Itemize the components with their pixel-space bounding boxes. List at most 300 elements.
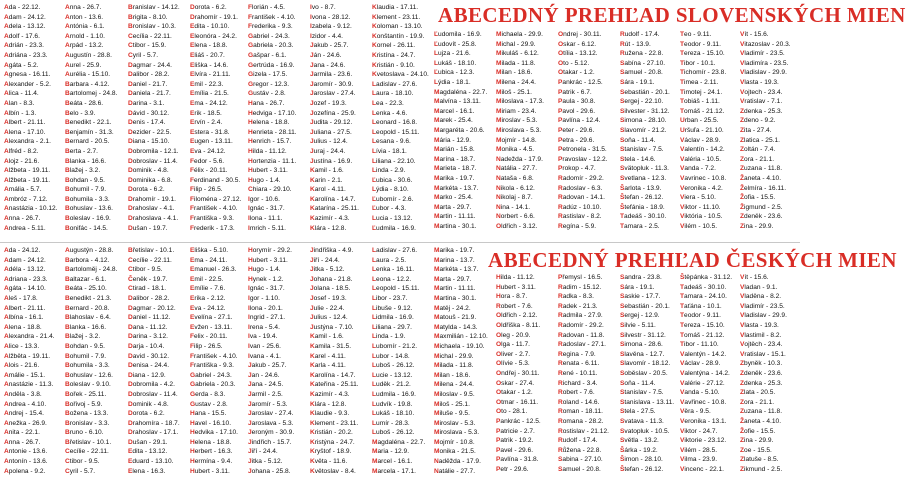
name-remainder: orota - 6.2. xyxy=(132,410,165,418)
name-initial: L xyxy=(372,138,377,146)
name-remainder: adovan - 11.8. xyxy=(562,331,605,339)
name-initial: B xyxy=(65,438,70,446)
name-initial: B xyxy=(65,381,70,389)
name-remainder: arin - 2.1. xyxy=(314,176,343,184)
name-remainder: rantišek - 4.10. xyxy=(194,352,238,360)
name-initial: M xyxy=(434,304,440,312)
name-initial: M xyxy=(434,429,440,437)
name-remainder: omáš - 21.12. xyxy=(684,107,725,115)
name-initial: J xyxy=(248,438,252,446)
name-initial: V xyxy=(680,465,685,473)
name-initial: D xyxy=(128,99,133,107)
name-remainder: amuel - 20.8. xyxy=(624,69,663,77)
name-day-entry xyxy=(372,3,444,13)
name-day-entry xyxy=(740,126,812,136)
name-initial: J xyxy=(310,51,314,59)
name-initial: M xyxy=(496,78,502,86)
name-remainder: lanka - 16.6. xyxy=(69,323,107,331)
name-remainder: ereza - 15.10. xyxy=(684,321,725,329)
name-remainder: lanka - 16.6. xyxy=(69,157,107,165)
name-remainder: ina - 29.9. xyxy=(744,222,774,230)
name-remainder: elena - 18.8. xyxy=(252,119,290,127)
name-day-entry xyxy=(434,256,506,266)
name-day-entry xyxy=(65,438,137,448)
name-remainder: uzana - 11.8. xyxy=(744,165,783,173)
name-day-entry xyxy=(740,465,812,475)
name-remainder: iloš - 25.1. xyxy=(439,400,470,408)
name-remainder: nna - 26.7. xyxy=(8,438,41,446)
name-remainder: idmila - 16.9. xyxy=(376,314,414,322)
name-remainder: admila - 27.9. xyxy=(562,312,603,320)
name-initial: Ž xyxy=(740,427,745,435)
name-remainder: ustáv - 2.8. xyxy=(253,90,286,98)
name-initial: B xyxy=(65,195,70,203)
name-remainder: gnác - 31.7. xyxy=(249,205,285,213)
name-remainder: artolomej - 24.8. xyxy=(69,90,118,98)
name-remainder: út - 13.9. xyxy=(624,40,651,48)
name-remainder: ustýna - 7.10. xyxy=(313,323,354,331)
name-day-entry xyxy=(65,419,137,429)
name-remainder: lažej - 3.2. xyxy=(69,167,101,175)
name-remainder: řetislav - 10.1. xyxy=(69,438,112,446)
name-initial: K xyxy=(310,176,315,184)
name-remainder: to - 28.1. xyxy=(501,408,528,416)
name-initial: C xyxy=(248,186,253,194)
name-remainder: ynek - 1.2. xyxy=(252,275,284,283)
name-remainder: eodor - 9.11. xyxy=(684,40,721,48)
name-initial: B xyxy=(65,342,70,350)
name-initial: V xyxy=(680,398,685,406)
name-initial: L xyxy=(372,157,377,165)
name-initial: L xyxy=(372,247,377,254)
name-remainder: ichaela - 19.10. xyxy=(439,342,485,350)
name-day-entry xyxy=(65,265,137,275)
name-remainder: elena - 18.8. xyxy=(194,438,232,446)
name-initial: C xyxy=(128,285,133,293)
name-remainder: ůžena - 22.8. xyxy=(562,446,602,454)
name-remainder: hiara - 29.10. xyxy=(252,186,292,194)
name-initial: J xyxy=(248,429,252,437)
name-day-entry xyxy=(65,13,137,23)
name-remainder: arína - 18.7. xyxy=(439,155,476,163)
name-initial: S xyxy=(620,312,625,320)
name-initial: S xyxy=(620,78,625,86)
name-initial: I xyxy=(248,285,250,293)
name-remainder: alentýna - 14.2. xyxy=(684,369,730,377)
name-initial: F xyxy=(190,352,195,360)
name-initial: V xyxy=(680,456,685,464)
name-remainder: arina - 3.12. xyxy=(132,333,168,341)
name-initial: D xyxy=(128,342,133,350)
name-initial: A xyxy=(4,294,9,302)
name-initial: A xyxy=(65,51,70,59)
name-day-entry xyxy=(65,185,137,195)
name-initial: L xyxy=(372,390,377,398)
name-remainder: ilvester - 31.12. xyxy=(624,107,670,115)
name-remainder: ntónia - 6.1. xyxy=(69,23,105,31)
name-initial: F xyxy=(190,195,195,203)
name-remainder: atrik - 6.7. xyxy=(562,88,592,96)
name-initial: Ž xyxy=(740,174,745,182)
name-remainder: ilip - 26.5. xyxy=(194,342,223,350)
name-initial: B xyxy=(65,80,70,88)
name-initial: K xyxy=(310,390,315,398)
name-remainder: rik - 18.5. xyxy=(194,109,222,117)
name-remainder: laděna - 8.2. xyxy=(744,293,782,301)
name-remainder: imea - 2.11. xyxy=(684,78,719,86)
name-remainder: rban - 25.5. xyxy=(684,117,719,125)
name-remainder: obert - 7.6. xyxy=(562,389,595,397)
name-initial: L xyxy=(372,80,377,88)
name-initial: E xyxy=(190,147,195,155)
name-initial: K xyxy=(310,342,315,350)
name-remainder: amara - 24.10. xyxy=(684,293,727,301)
name-initial: L xyxy=(372,119,377,127)
name-remainder: adúz - 10.10. xyxy=(562,203,602,211)
name-initial: S xyxy=(620,88,625,96)
name-initial: M xyxy=(434,136,440,144)
name-initial: Z xyxy=(740,146,745,154)
name-initial: J xyxy=(248,400,252,408)
name-remainder: eodor - 9.11. xyxy=(684,312,721,320)
name-remainder: udvík - 19.8. xyxy=(376,400,413,408)
name-remainder: denka - 25.3. xyxy=(744,379,783,387)
name-remainder: abriel - 24.3. xyxy=(253,32,290,40)
name-remainder: ulius - 12.4. xyxy=(313,314,348,322)
name-initial: H xyxy=(248,247,253,254)
name-initial: E xyxy=(190,275,195,283)
name-remainder: tibor - 15.9. xyxy=(132,42,167,50)
name-initial: R xyxy=(558,184,563,192)
name-initial: S xyxy=(620,350,625,358)
name-remainder: udmila - 16.9. xyxy=(376,390,416,398)
name-remainder: orota - 6.2. xyxy=(132,186,165,194)
name-initial: S xyxy=(620,369,625,377)
name-initial: O xyxy=(496,321,502,329)
name-initial: B xyxy=(65,410,70,418)
name-remainder: lavomír - 21.2. xyxy=(624,126,667,134)
name-initial: E xyxy=(190,99,195,107)
name-day-entry xyxy=(740,203,812,213)
name-initial: H xyxy=(190,467,195,475)
name-initial: A xyxy=(4,61,9,69)
name-initial: S xyxy=(620,274,625,281)
name-initial: J xyxy=(310,285,314,293)
name-remainder: aniela - 21.7. xyxy=(132,90,171,98)
name-remainder: rahomír - 19.1. xyxy=(194,13,239,21)
name-initial: C xyxy=(65,448,70,456)
name-remainder: aula - 30.8. xyxy=(562,98,596,106)
name-remainder: ebastián - 20.1. xyxy=(624,302,670,310)
name-remainder: astislav - 8.2. xyxy=(562,213,602,221)
name-initial: V xyxy=(680,136,685,144)
name-initial: B xyxy=(128,13,133,21)
name-day-entry xyxy=(65,323,137,333)
name-initial: L xyxy=(372,323,377,331)
name-remainder: ma - 24.11. xyxy=(194,256,228,264)
name-remainder: ristína - 24.7. xyxy=(376,51,416,59)
name-remainder: ubomír - 21.2. xyxy=(376,342,418,350)
name-initial: R xyxy=(558,331,563,339)
name-remainder: ubor - 14.8. xyxy=(376,352,410,360)
name-remainder: ernard - 20.8. xyxy=(69,304,110,312)
name-remainder: nita - 22.1. xyxy=(8,429,40,437)
name-remainder: řetislav - 10.1. xyxy=(132,247,175,254)
name-initial: K xyxy=(310,438,315,446)
name-day-entry xyxy=(740,174,812,184)
name-initial: K xyxy=(372,71,377,79)
name-initial: B xyxy=(65,256,70,264)
name-initial: O xyxy=(496,331,502,339)
name-remainder: ilena - 24.4. xyxy=(439,381,474,389)
name-initial: D xyxy=(128,429,133,437)
name-remainder: ladimír - 23.5. xyxy=(744,302,785,310)
name-initial: I xyxy=(310,4,312,11)
name-initial: M xyxy=(496,98,502,106)
name-remainder: enjamín - 31.3. xyxy=(69,128,114,136)
name-initial: F xyxy=(190,167,195,175)
name-day-entry xyxy=(740,107,812,117)
name-remainder: těpánka - 31.12. xyxy=(684,274,733,281)
name-remainder: ucie - 13.12. xyxy=(376,371,413,379)
name-remainder: obert - 7.6. xyxy=(500,302,533,310)
name-initial: J xyxy=(310,275,314,283)
name-initial: B xyxy=(65,400,70,408)
name-remainder: iroslava - 5.3. xyxy=(501,126,542,134)
name-day-entry xyxy=(65,467,137,477)
name-remainder: iluše - 9.5. xyxy=(439,410,470,418)
name-remainder: oběslav - 20.5. xyxy=(624,369,668,377)
name-day-entry xyxy=(740,49,812,59)
name-initial: J xyxy=(248,419,252,427)
name-initial: B xyxy=(65,186,70,194)
name-initial: L xyxy=(372,352,377,360)
name-remainder: iliana - 22.10. xyxy=(376,157,416,165)
name-initial: A xyxy=(4,275,9,283)
name-initial: L xyxy=(372,128,377,136)
name-initial: N xyxy=(496,155,501,163)
name-initial: O xyxy=(496,312,502,320)
name-remainder: ávid - 30.12. xyxy=(132,109,170,117)
name-remainder: avid - 30.12. xyxy=(132,352,170,360)
name-initial: A xyxy=(4,32,9,40)
name-remainder: ohuslav - 13.6. xyxy=(69,205,114,213)
name-remainder: ebastián - 20.1. xyxy=(624,88,670,96)
name-remainder: ldřich - 3.12. xyxy=(501,222,538,230)
name-initial: N xyxy=(496,213,501,221)
name-remainder: rahomíra - 18.7. xyxy=(132,419,180,427)
name-day-entry xyxy=(65,32,137,42)
name-column xyxy=(740,30,812,231)
name-initial: A xyxy=(4,215,9,223)
slovak-section-title: ABECEDNÝ PREHĽAD SLOVENSKÝCH MIEN xyxy=(438,3,906,27)
name-initial: L xyxy=(372,410,377,418)
name-initial: M xyxy=(434,203,440,211)
name-remainder: ára - 19.1. xyxy=(624,78,655,86)
name-initial: M xyxy=(434,213,440,221)
name-remainder: adomír - 29.2. xyxy=(562,321,604,329)
name-initial: A xyxy=(4,304,9,312)
name-remainder: obroslav - 11.4. xyxy=(132,390,178,398)
name-day-entry xyxy=(740,273,812,283)
name-initial: G xyxy=(190,390,196,398)
name-remainder: arkéta - 13.7. xyxy=(439,184,479,192)
name-remainder: lbín - 1.3. xyxy=(8,109,37,117)
name-initial: V xyxy=(680,446,685,454)
name-initial: M xyxy=(434,88,440,96)
name-initial: M xyxy=(372,448,378,456)
name-remainder: ristýna - 24.7. xyxy=(314,438,355,446)
name-initial: M xyxy=(496,50,502,58)
name-initial: A xyxy=(65,13,70,21)
name-day-entry xyxy=(434,246,506,256)
name-day-entry xyxy=(65,256,137,266)
name-remainder: itka - 5.12. xyxy=(313,266,345,274)
name-initial: J xyxy=(310,61,314,69)
name-remainder: arkéta - 13.7. xyxy=(439,266,479,274)
name-remainder: mália - 5.7. xyxy=(8,186,42,194)
name-initial: C xyxy=(128,32,133,40)
name-remainder: ubert - 3.11. xyxy=(194,467,230,475)
name-initial: V xyxy=(680,146,685,154)
name-initial: G xyxy=(190,400,196,408)
name-remainder: liška - 5.10. xyxy=(194,247,229,254)
name-initial: M xyxy=(434,117,440,125)
name-day-entry xyxy=(740,283,812,293)
name-remainder: orymír - 29.2. xyxy=(252,247,292,254)
name-remainder: driana - 23.3. xyxy=(8,275,48,283)
name-remainder: iana - 12.9. xyxy=(132,371,166,379)
name-remainder: ilada - 11.8. xyxy=(501,59,536,67)
name-remainder: ubica - 30.6. xyxy=(376,176,413,184)
name-initial: S xyxy=(620,98,625,106)
name-initial: B xyxy=(65,176,70,184)
name-remainder: skar - 6.12. xyxy=(563,40,597,48)
name-remainder: ora - 21.1. xyxy=(744,398,775,406)
name-initial: B xyxy=(65,167,70,175)
name-initial: A xyxy=(4,266,9,274)
name-remainder: ladimíra - 23.5. xyxy=(744,59,789,67)
name-remainder: lbína - 16.1. xyxy=(8,314,44,322)
name-initial: Z xyxy=(740,165,745,173)
name-remainder: alérie - 27.12. xyxy=(684,379,725,387)
name-remainder: aléria - 10.5. xyxy=(684,155,722,163)
name-initial: I xyxy=(248,352,250,360)
name-remainder: enis - 17.4. xyxy=(132,119,166,127)
name-initial: B xyxy=(128,23,133,31)
name-initial: V xyxy=(740,50,745,58)
name-remainder: rpád - 13.2. xyxy=(69,42,104,50)
name-remainder: rantiška - 9.3. xyxy=(194,215,234,223)
name-initial: V xyxy=(740,302,745,310)
name-remainder: arián - 15.8. xyxy=(439,146,475,154)
name-initial: J xyxy=(310,256,314,264)
name-remainder: ichal - 29.9. xyxy=(501,40,536,48)
name-remainder: ratislav - 15.1. xyxy=(744,350,786,358)
name-remainder: uděk - 21.2. xyxy=(376,381,411,389)
name-remainder: mil - 22.3. xyxy=(194,80,224,88)
name-remainder: lára - 12.8. xyxy=(314,400,347,408)
name-initial: M xyxy=(496,107,502,115)
name-remainder: iroslav - 5.3. xyxy=(501,117,538,125)
name-remainder: nna - 26.7. xyxy=(69,4,102,11)
name-initial: H xyxy=(248,256,253,264)
name-initial: A xyxy=(4,438,9,446)
name-remainder: ojtěch - 23.4. xyxy=(744,341,783,349)
name-remainder: ndrej - 15.4. xyxy=(8,410,44,418)
name-initial: F xyxy=(190,362,195,370)
name-remainder: ýdia - 8.10. xyxy=(376,186,409,194)
name-remainder: udolf - 17.4. xyxy=(562,437,598,445)
name-initial: Š xyxy=(620,465,625,473)
name-remainder: obromila - 4.2. xyxy=(132,381,175,389)
name-initial: A xyxy=(65,247,70,254)
name-remainder: edor - 5.6. xyxy=(194,157,225,165)
name-remainder: oman - 18.11. xyxy=(562,408,603,416)
name-remainder: mílie - 7.6. xyxy=(194,285,226,293)
name-initial: J xyxy=(248,381,252,389)
name-initial: M xyxy=(434,98,440,106)
name-remainder: egina - 7.9. xyxy=(562,350,596,358)
name-remainder: vana - 4.1. xyxy=(249,352,281,360)
name-day-entry xyxy=(740,59,812,69)
name-remainder: enka - 4.6. xyxy=(376,109,408,117)
name-initial: F xyxy=(190,176,195,184)
name-remainder: ilma - 23.9. xyxy=(684,456,718,464)
name-initial: T xyxy=(680,69,685,77)
name-initial: R xyxy=(558,350,563,358)
name-initial: A xyxy=(65,71,70,79)
name-initial: E xyxy=(190,128,195,136)
name-initial: D xyxy=(128,314,133,322)
name-remainder: ulie - 22.4. xyxy=(313,304,345,312)
name-initial: S xyxy=(620,360,625,368)
name-initial: G xyxy=(248,42,254,50)
name-remainder: vona - 28.12. xyxy=(311,13,351,21)
name-remainder: áclav - 28.9. xyxy=(684,136,721,144)
name-initial: D xyxy=(128,438,133,446)
name-remainder: oe - 15.5. xyxy=(744,446,772,454)
name-initial: V xyxy=(680,427,685,435)
name-remainder: vetlana - 12.3. xyxy=(624,174,667,182)
name-initial: A xyxy=(65,61,70,69)
name-initial: J xyxy=(310,266,314,274)
name-initial: A xyxy=(4,90,9,98)
name-initial: R xyxy=(558,293,563,301)
name-initial: C xyxy=(128,42,133,50)
name-initial: A xyxy=(4,390,9,398)
name-initial: J xyxy=(310,323,314,331)
name-remainder: ojtech - 23.4. xyxy=(744,88,783,96)
name-remainder: lexandra - 21.4. xyxy=(8,333,55,341)
name-remainder: tanislav - 7.5. xyxy=(624,389,664,397)
name-remainder: rahomír - 19.1. xyxy=(132,195,177,203)
name-remainder: obromila - 12.1. xyxy=(132,147,179,155)
name-remainder: avlína - 12.4. xyxy=(562,117,601,125)
name-initial: B xyxy=(65,128,70,136)
name-remainder: aromír - 30.9. xyxy=(313,80,354,88)
name-initial: E xyxy=(190,32,195,40)
name-remainder: věta - 11.6. xyxy=(314,458,348,466)
name-initial: Z xyxy=(740,107,745,115)
name-remainder: to - 5.12. xyxy=(563,59,590,67)
name-remainder: iroslav - 5.3. xyxy=(439,419,476,427)
name-remainder: ustína - 16.9. xyxy=(313,157,353,165)
name-remainder: zabela - 9.12. xyxy=(311,23,352,31)
name-day-entry xyxy=(740,359,812,369)
name-remainder: ilena - 24.4. xyxy=(501,78,536,86)
name-remainder: udmila - 16.9. xyxy=(376,224,416,232)
